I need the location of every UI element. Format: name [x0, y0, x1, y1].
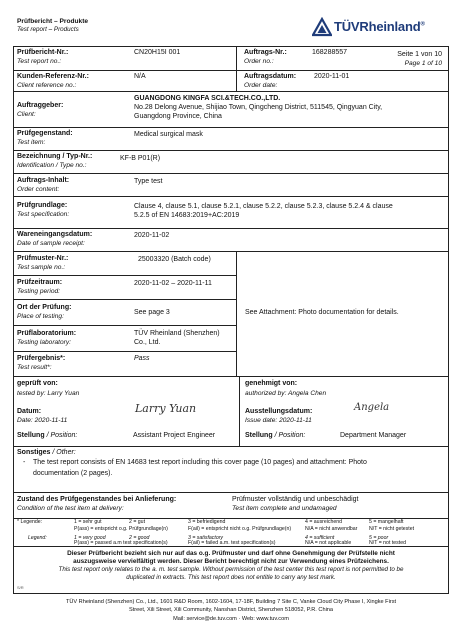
divider — [13, 91, 449, 92]
condition-value-de: Prüfmuster vollständig und unbeschädigt — [232, 496, 359, 503]
divider — [13, 70, 449, 71]
sample-label: Prüfmuster-Nr.: — [17, 255, 69, 262]
test-spec-value-2: 5.2.5 of EN 14683:2019+AC:2019 — [134, 212, 240, 219]
order-no-value: 168288557 — [312, 49, 348, 56]
other-dash: - — [23, 459, 26, 466]
page-de: Seite 1 von 10 — [397, 51, 442, 58]
test-spec-label-en: Test specification: — [17, 211, 70, 218]
client-ref-value: N/A — [134, 73, 146, 80]
legend-item: 4 = ausreichend — [305, 519, 343, 525]
identification-label-en: Identification / Type no.: — [17, 162, 87, 169]
divider — [13, 376, 449, 377]
lab-value-1: TÜV Rheinland (Shenzhen) — [134, 330, 220, 337]
footer-address-1: TÜV Rheinland (Shenzhen) Co., Ltd., 1601 R&D Room, 1602-1604, 17-18F, Building 7 Site C, Vanke Cloud City Phase I, Xingke First — [65, 599, 397, 605]
condition-value-en: Test item complete and undamaged — [232, 505, 337, 512]
other-label: Sonstiges / Other: — [17, 449, 76, 456]
legend-item: 2 = good — [129, 535, 150, 541]
result-label-en: Test result*: — [17, 364, 52, 371]
footer-address-2: Street, Xili Street, Xili Community, Nanshan District, Shenzhen 518052, P.R. China — [128, 607, 334, 613]
legend-item: 3 = satisfactory — [188, 535, 224, 541]
test-spec-value-1: Clause 4, clause 5.1, clause 5.2.1, clause 5.2.2, clause 5.2.3, clause 5.2.4 & clause — [134, 203, 393, 210]
tested-signature: Larry Yuan — [135, 402, 197, 415]
order-date-label: Auftragsdatum: — [244, 73, 297, 80]
approved-by-label: genehmigt von: — [245, 380, 298, 387]
place-value: See page 3 — [134, 309, 170, 316]
divider — [13, 251, 449, 252]
legend-item: N/T = nicht getestet — [369, 526, 415, 532]
client-address-2: Guangdong Province, China — [134, 113, 222, 120]
identification-label: Bezeichnung / Typ-Nr.: — [17, 153, 93, 160]
legend-item: 3 = befriedigend — [188, 519, 226, 525]
header-title-de: Prüfbericht – Produkte — [17, 18, 89, 25]
test-item-value: Medical surgical mask — [134, 131, 203, 138]
other-text-2: documentation (2 pages). — [33, 470, 113, 477]
divider — [13, 228, 449, 229]
report-no-label-en: Test report no.: — [17, 58, 62, 65]
attachment-note: See Attachment: Photo documentation for details. — [245, 309, 399, 316]
divider — [13, 446, 449, 447]
other-text-1: The test report consists of EN 14683 test report including this cover page (10 pages) and attachment: Photo — [33, 459, 367, 466]
legend-item: 2 = gut — [129, 519, 146, 525]
disclaimer-de-1: Dieser Prüfbericht bezieht sich nur auf das o.g. Prüfmuster und darf ohne Genehmigung der Prüfstelle nicht — [67, 550, 395, 557]
sample-value: 25003320 (Batch code) — [138, 256, 211, 263]
divider — [13, 351, 236, 352]
client-ref-label: Kunden-Referenz-Nr.: — [17, 73, 89, 80]
place-label: Ort der Prüfung: — [17, 304, 72, 311]
client-address-1: No.28 Delong Avenue, Shijiao Town, Qingcheng District, 511545, Qingyuan City, — [134, 104, 383, 111]
issue-date-label-en: Issue date: 2020-11-11 — [245, 417, 312, 424]
order-content-value: Type test — [134, 178, 163, 185]
period-label: Prüfzeitraum: — [17, 279, 63, 286]
order-content-label: Auftrags-Inhalt: — [17, 177, 70, 184]
receipt-label-en: Date of sample receipt: — [17, 240, 85, 247]
period-label-en: Testing period: — [17, 288, 61, 295]
divider-v — [236, 251, 237, 376]
header-title-en: Test report – Products — [17, 26, 79, 33]
legend-item: N/T = not tested — [369, 540, 406, 546]
divider — [13, 150, 449, 151]
legend-item: N/A = not applicable — [305, 540, 352, 546]
tested-by-label: geprüft von: — [17, 380, 58, 387]
result-value: Pass — [134, 355, 150, 362]
report-no-value: CN20H15I 001 — [134, 49, 181, 56]
order-content-label-en: Order content: — [17, 186, 60, 193]
order-no-label: Auftrags-Nr.: — [244, 49, 287, 56]
tested-position-value: Assistant Project Engineer — [133, 432, 216, 439]
legend-item: F(ail) = failed a.m. test specification(s) — [188, 540, 276, 546]
test-item-label: Prüfgegenstand: — [17, 130, 73, 137]
approved-by-label-en: authorized by: Angela Chen — [245, 390, 327, 397]
receipt-label: Wareneingangsdatum: — [17, 231, 93, 238]
tested-position-label: Stellung / Position: — [17, 432, 78, 439]
divider — [13, 196, 449, 197]
divider — [13, 325, 236, 326]
client-label: Auftraggeber: — [17, 102, 64, 109]
divider — [13, 127, 449, 128]
legend-item: 4 = sufficient — [305, 535, 335, 541]
result-label: Prüfergebnis*: — [17, 355, 66, 362]
tested-date-label-en: Date: 2020-11-11 — [17, 417, 68, 424]
receipt-value: 2020-11-02 — [134, 232, 170, 239]
legend-item: P(ass) = passed a.m test specification(s) — [74, 540, 168, 546]
legend-item: 1 = very good — [74, 535, 106, 541]
condition-label: Zustand des Prüfgegenstandes bei Anlieferung: — [17, 496, 177, 503]
lab-value-2: Co., Ltd. — [134, 339, 161, 346]
approved-signature: Angela — [354, 402, 390, 413]
report-no-label: Prüfbericht-Nr.: — [17, 49, 69, 56]
legend-item: P(ass) = entspricht o.g. Prüfgrundlage(n) — [74, 526, 168, 532]
divider — [13, 492, 449, 493]
page-en: Page 1 of 10 — [404, 60, 442, 67]
order-date-label-en: Order date: — [244, 82, 278, 89]
legend-label-de: * Legende: — [17, 519, 43, 525]
legend-item: 5 = mangelhaft — [369, 519, 404, 525]
lab-label: Prüflaboratorium: — [17, 330, 77, 337]
disclaimer-code: S/R — [17, 585, 24, 590]
divider-v — [239, 376, 240, 446]
order-date-value: 2020-11-01 — [314, 73, 350, 80]
footer-contact: Mail: service@de.tuv.com · Web: www.tuv.com — [173, 616, 289, 622]
divider-v — [236, 46, 237, 91]
disclaimer-de-2: auszugsweise vervielfältigt werden. Dieser Bericht berechtigt nicht zur Verwendung eines Prüfzeichens. — [73, 558, 389, 565]
disclaimer-en-1: This test report only relates to the a. m. test sample. Without permission of the test center this test report is not permitted to be — [58, 566, 404, 573]
divider — [13, 173, 449, 174]
test-item-label-en: Test item: — [17, 139, 46, 146]
issue-date-label: Ausstellungsdatum: — [245, 408, 313, 415]
identification-value: KF-B P01(R) — [120, 155, 161, 162]
order-no-label-en: Order no.: — [244, 58, 274, 65]
period-value: 2020-11-02 – 2020-11-11 — [134, 280, 212, 287]
condition-label-en: Condition of the test item at delivery: — [17, 505, 124, 512]
legend-item: F(ail) = entspricht nicht o.g. Prüfgrundlage(n) — [188, 526, 292, 532]
divider — [13, 275, 236, 276]
approved-position-label: Stellung / Position: — [245, 432, 306, 439]
tested-by-label-en: tested by: Larry Yuan — [17, 390, 80, 397]
approved-position-value: Department Manager — [340, 432, 407, 439]
place-label-en: Place of testing: — [17, 313, 64, 320]
client-label-en: Client: — [17, 111, 36, 118]
sample-label-en: Test sample no.: — [17, 264, 66, 271]
lab-label-en: Testing laboratory: — [17, 339, 72, 346]
divider — [13, 299, 236, 300]
logo-text: TÜVRheinland® — [334, 19, 425, 34]
legend-item: 5 = poor — [369, 535, 389, 541]
client-name: GUANGDONG KINGFA SCI.&TECH.CO.,LTD. — [134, 95, 281, 102]
tuv-triangle-icon — [312, 17, 332, 37]
client-ref-label-en: Client reference no.: — [17, 82, 77, 89]
legend-label-en: Legend: — [28, 535, 47, 541]
legend-item: 1 = sehr gut — [74, 519, 102, 525]
test-spec-label: Prüfgrundlage: — [17, 202, 68, 209]
tuv-logo — [312, 12, 450, 42]
tested-date-label: Datum: — [17, 408, 42, 415]
legend-item: N/A = nicht anwendbar — [305, 526, 358, 532]
disclaimer-en-2: duplicated in extracts. This test report does not entitle to carry any test mark. — [126, 574, 336, 581]
